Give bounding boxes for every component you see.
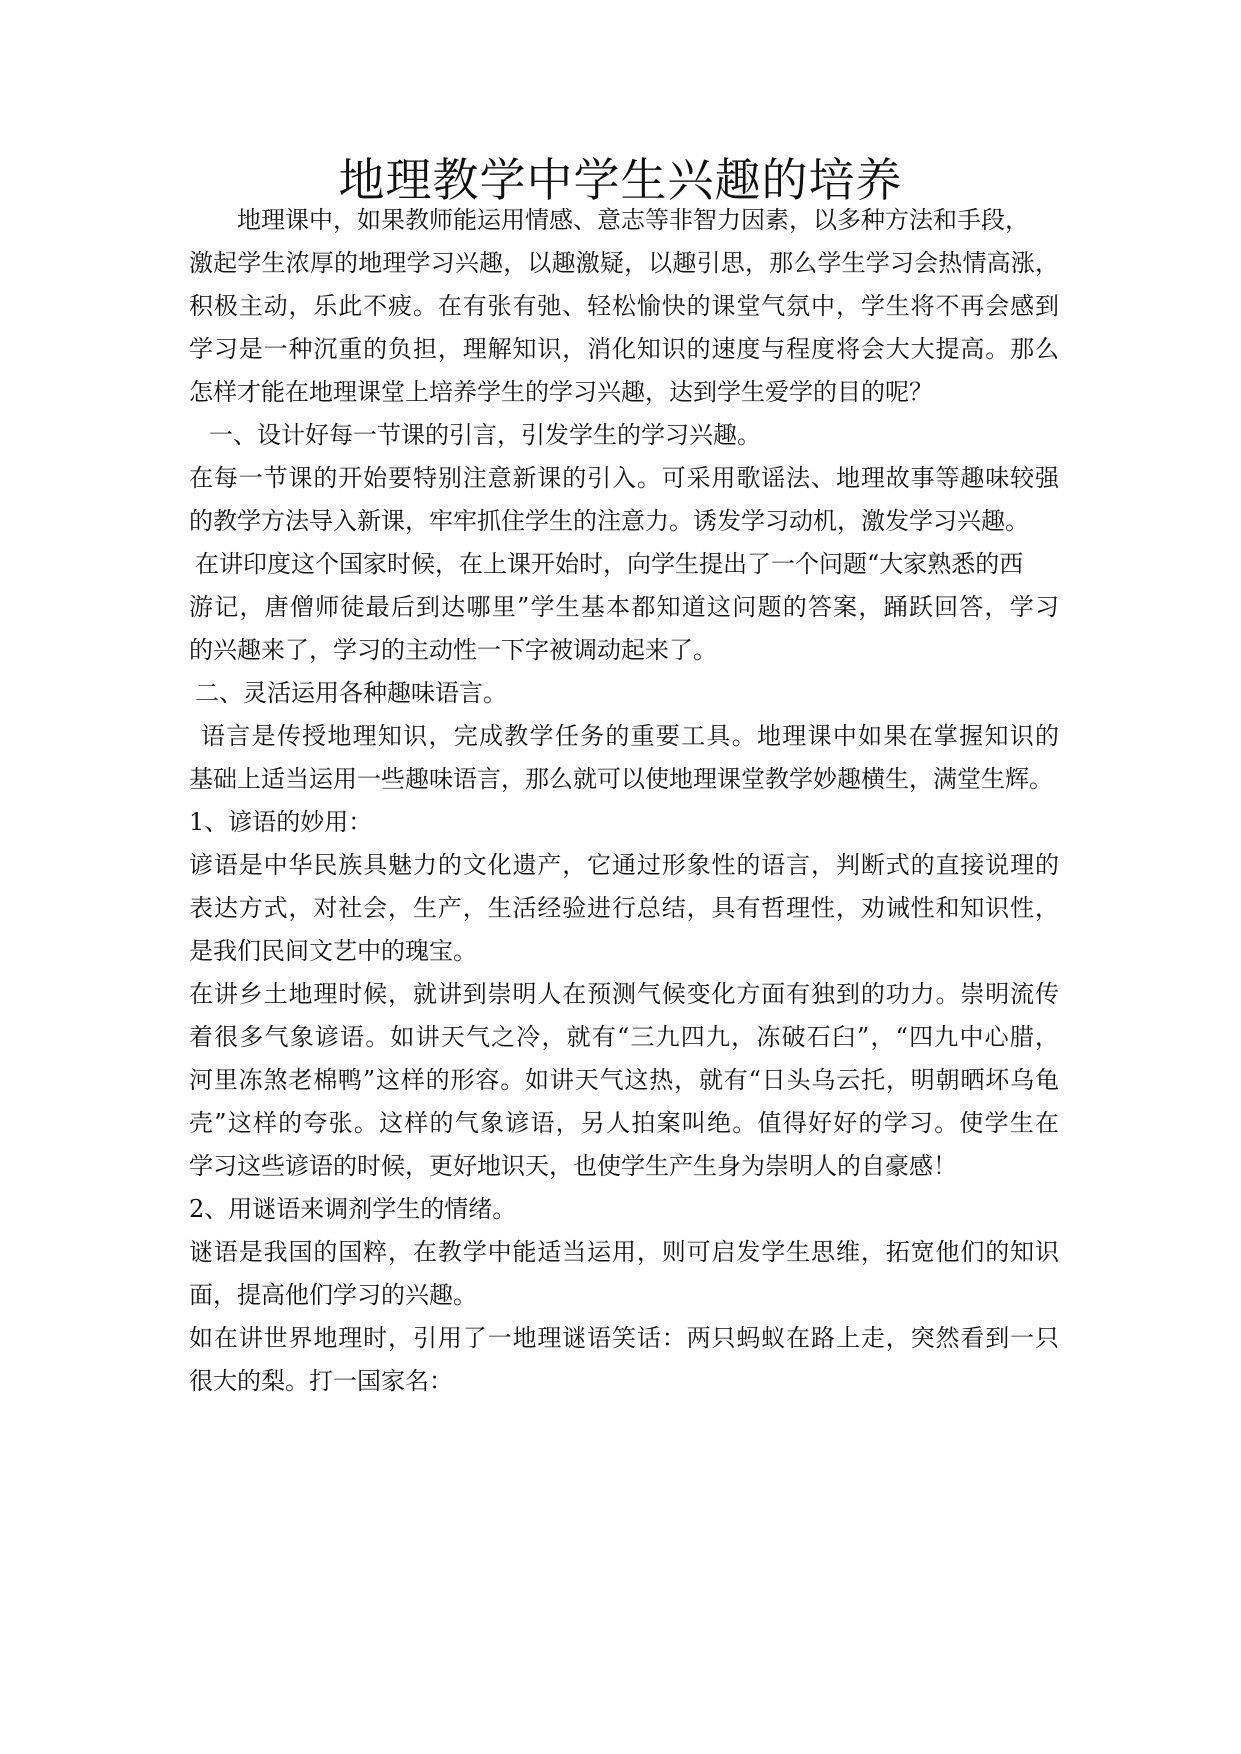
paragraph-line: 壳”这样的夸张。这样的气象谚语，另人拍案叫绝。值得好好的学习。使学生在 bbox=[189, 1109, 1059, 1137]
section-heading: 二、灵活运用各种趣味语言。 bbox=[195, 679, 507, 707]
paragraph-line: 很大的梨。打一国家名： bbox=[189, 1367, 453, 1395]
paragraph-line: 语言是传授地理知识，完成教学任务的重要工具。地理课中如果在掌握知识的 bbox=[201, 722, 1059, 750]
paragraph-line: 是我们民间文艺中的瑰宝。 bbox=[189, 937, 477, 965]
paragraph-line: 地理课中，如果教师能运用情感、意志等非智力因素，以多种方法和手段， bbox=[237, 206, 1029, 234]
paragraph-line: 游记，唐僧师徒最后到达哪里”学生基本都知道这问题的答案，踊跃回答，学习 bbox=[189, 593, 1059, 621]
paragraph-line: 在讲印度这个国家时候，在上课开始时，向学生提出了一个问题“大家熟悉的西 bbox=[195, 550, 1024, 578]
paragraph-line: 在每一节课的开始要特别注意新课的引入。可采用歌谣法、地理故事等趣味较强 bbox=[189, 464, 1059, 492]
paragraph-line: 在讲乡土地理时候，就讲到崇明人在预测气候变化方面有独到的功力。崇明流传 bbox=[189, 980, 1059, 1008]
subsection-heading: 2、用谜语来调剂学生的情绪。 bbox=[189, 1195, 517, 1223]
paragraph-line: 如在讲世界地理时，引用了一地理谜语笑话：两只蚂蚁在路上走，突然看到一只 bbox=[189, 1324, 1059, 1352]
paragraph-line: 着很多气象谚语。如讲天气之冷，就有“三九四九，冻破石臼”，“四九中心腊， bbox=[189, 1023, 1059, 1051]
paragraph-line: 学习是一种沉重的负担，理解知识，消化知识的速度与程度将会大大提高。那么 bbox=[189, 335, 1059, 363]
paragraph-line: 谜语是我国的国粹，在教学中能适当运用，则可启发学生思维，拓宽他们的知识 bbox=[189, 1238, 1059, 1266]
section-heading: 一、设计好每一节课的引言，引发学生的学习兴趣。 bbox=[209, 421, 761, 449]
paragraph-line: 表达方式，对社会，生产，生活经验进行总结，具有哲理性，劝诫性和知识性， bbox=[189, 894, 1059, 922]
paragraph-line: 谚语是中华民族具魅力的文化遗产，它通过形象性的语言，判断式的直接说理的 bbox=[189, 851, 1059, 879]
paragraph-line: 的教学方法导入新课，牢牢抓住学生的注意力。诱发学习动机，激发学习兴趣。 bbox=[189, 507, 1029, 535]
paragraph-line: 基础上适当运用一些趣味语言，那么就可以使地理课堂教学妙趣横生，满堂生辉。 bbox=[189, 765, 1053, 793]
paragraph-line: 河里冻煞老棉鸭”这样的形容。如讲天气这热，就有“日头乌云托，明朝晒坏乌龟 bbox=[189, 1066, 1059, 1094]
paragraph-line: 积极主动，乐此不疲。在有张有弛、轻松愉快的课堂气氛中，学生将不再会感到 bbox=[189, 292, 1059, 320]
paragraph-line: 激起学生浓厚的地理学习兴趣，以趣激疑，以趣引思，那么学生学习会热情高涨， bbox=[189, 249, 1059, 277]
paragraph-line: 面，提高他们学习的兴趣。 bbox=[189, 1281, 477, 1309]
paragraph-line: 的兴趣来了，学习的主动性一下字被调动起来了。 bbox=[189, 636, 717, 664]
subsection-heading: 1、谚语的妙用： bbox=[189, 808, 373, 836]
document-title: 地理教学中学生兴趣的培养 bbox=[338, 153, 903, 207]
paragraph-line: 怎样才能在地理课堂上培养学生的学习兴趣，达到学生爱学的目的呢？ bbox=[189, 378, 933, 406]
paragraph-line: 学习这些谚语的时候，更好地识天，也使学生产生身为崇明人的自豪感！ bbox=[189, 1152, 957, 1180]
